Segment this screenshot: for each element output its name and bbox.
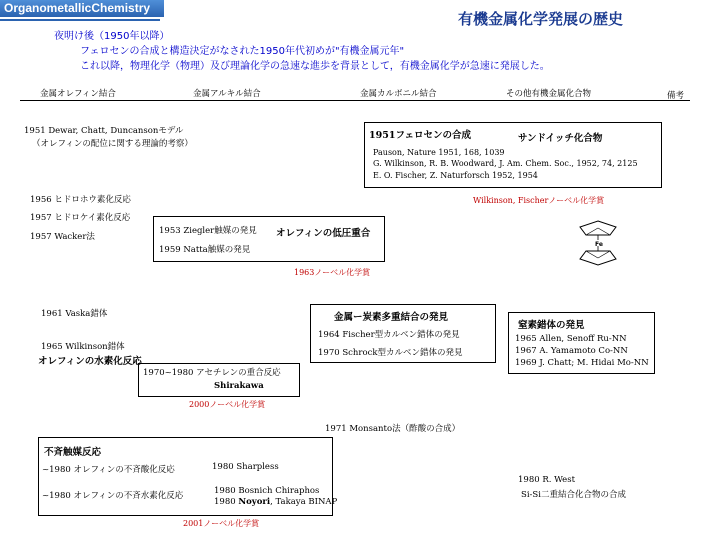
sharpless: 1980 Sharpless bbox=[212, 462, 279, 472]
acetylene-polymerization: 1970~1980 アセチレンの重合反応 bbox=[143, 368, 281, 378]
nobel-1963: 1963ノーベル化学賞 bbox=[294, 268, 371, 277]
column-header-alkyl: 金属アルキル結合 bbox=[193, 89, 261, 99]
ziegler-natta-box bbox=[153, 216, 385, 262]
pauson-ref: Pauson, Nature 1951, 168, 1039 bbox=[373, 148, 505, 157]
column-header-notes: 備考 bbox=[667, 91, 685, 101]
olefin-hydrogenation: オレフィンの水素化反応 bbox=[38, 356, 142, 367]
asymmetric-catalysis-title: 不斉触媒反応 bbox=[44, 447, 102, 458]
monsanto-process: 1971 Monsanto法（酢酸の合成） bbox=[325, 424, 461, 434]
noyori-takaya-binap bbox=[214, 497, 337, 507]
fischer-carbene: 1964 Fischer型カルベン錯体の発見 bbox=[318, 330, 460, 340]
takaya-binap: , Takaya BINAP bbox=[270, 497, 338, 507]
noyori-name: Noyori bbox=[238, 497, 271, 507]
sandwich-compound: サンドイッチ化合物 bbox=[518, 133, 603, 144]
nobel-wilkinson-fischer: Wilkinson, Fischerノーベル化学賞 bbox=[473, 196, 605, 205]
brand-underline bbox=[0, 19, 160, 21]
asymmetric-hydrogenation: ~1980 オレフィンの不斉水素化反応 bbox=[42, 491, 184, 501]
bosnich-chiraphos: 1980 Bosnich Chiraphos bbox=[214, 486, 320, 496]
natta-catalyst: 1959 Natta触媒の発見 bbox=[159, 245, 251, 255]
header-rule bbox=[20, 100, 690, 101]
vaska-complex: 1961 Vaska錯体 bbox=[41, 309, 108, 319]
intro-line-2: フェロセンの合成と構造決定がなされた1950年代初めが"有機金属元年" bbox=[80, 46, 405, 57]
wilkinson-complex: 1965 Wilkinson錯体 bbox=[41, 342, 125, 352]
schrock-carbene: 1970 Schrock型カルベン錯体の発見 bbox=[318, 348, 463, 358]
si-si-double-bond: Si-Si二重結合化合物の合成 bbox=[521, 490, 626, 500]
wilkinson-ref: G. Wilkinson, R. B. Woodward, J. Am. Chem. Soc., 1952, 74, 2125 bbox=[373, 159, 638, 168]
low-pressure-polymerization: オレフィンの低圧重合 bbox=[276, 228, 371, 239]
ziegler-catalyst: 1953 Ziegler触媒の発見 bbox=[159, 226, 257, 236]
ferrocene-structure-icon bbox=[570, 215, 626, 269]
intro-line-1: 夜明け後（1950年以降） bbox=[54, 31, 170, 42]
wacker-process: 1957 Wacker法 bbox=[30, 232, 95, 242]
ferrocene-fe-label: Fe bbox=[595, 241, 603, 248]
column-header-olefin: 金属オレフィン結合 bbox=[40, 89, 116, 99]
asymmetric-oxidation: ~1980 オレフィンの不斉酸化反応 bbox=[42, 465, 175, 475]
intro-line-3: これ以降，物理化学（物理）及び理論化学の急速な進歩を背景として，有機金属化学が急速に発展した。 bbox=[80, 61, 550, 72]
brand-banner: OrganometallicChemistry bbox=[0, 0, 164, 17]
noyori-year: 1980 bbox=[214, 497, 239, 507]
dewar-model: 1951 Dewar, Chatt, Duncansonモデル bbox=[24, 126, 184, 136]
hydrosilation: 1957 ヒドロケイ素化反応 bbox=[30, 213, 131, 223]
chatt-hidai: 1969 J. Chatt; M. Hidai Mo-NN bbox=[515, 358, 649, 368]
column-header-other: その他有機金属化合物 bbox=[506, 89, 592, 99]
west-1980: 1980 R. West bbox=[518, 475, 575, 485]
page-title: 有機金属化学発展の歴史 bbox=[458, 10, 624, 28]
fischer-ref: E. O. Fischer, Z. Naturforsch 1952, 1954 bbox=[373, 171, 538, 180]
nitrogen-complex-title: 窒素錯体の発見 bbox=[518, 320, 585, 331]
nobel-2000: 2000ノーベル化学賞 bbox=[189, 400, 266, 409]
shirakawa: Shirakawa bbox=[214, 381, 264, 391]
allen-senoff: 1965 Allen, Senoff Ru-NN bbox=[515, 334, 627, 344]
yamamoto: 1967 A. Yamamoto Co-NN bbox=[515, 346, 628, 356]
dewar-model-note: （オレフィンの配位に関する理論的考察） bbox=[32, 139, 193, 149]
column-header-carbonyl: 金属カルボニル結合 bbox=[360, 89, 437, 99]
ferrocene-synthesis: 1951フェロセンの合成 bbox=[369, 130, 471, 141]
metal-carbon-multiple-bond: 金属ー炭素多重結合の発見 bbox=[334, 312, 449, 323]
hydroboration: 1956 ヒドロホウ素化反応 bbox=[30, 195, 131, 205]
nobel-2001: 2001ノーベル化学賞 bbox=[183, 519, 260, 528]
